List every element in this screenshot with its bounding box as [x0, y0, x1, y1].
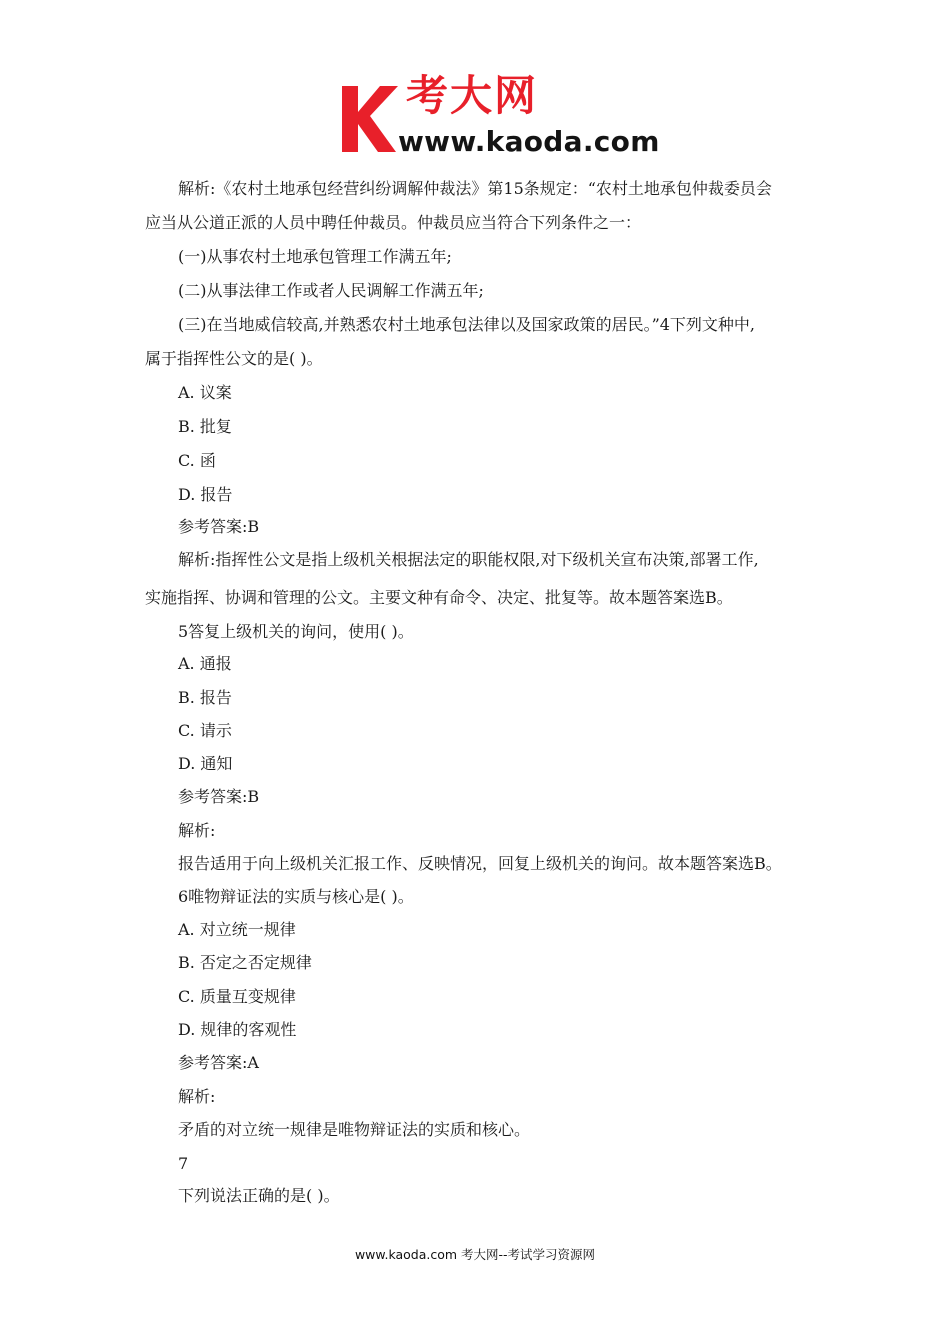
reference-answer: 参考答案:B [178, 787, 260, 806]
option-a: A. 通报 [178, 654, 232, 673]
text-line: (三)在当地威信较高,并熟悉农村土地承包法律以及国家政策的居民。”4下列文种中, [178, 315, 756, 334]
option-b: B. 批复 [178, 417, 232, 436]
kaoda-logo [340, 71, 660, 158]
logo-chinese-text: 考大网 [406, 71, 539, 120]
option-d: D. 规律的客观性 [178, 1020, 297, 1039]
option-d: D. 报告 [178, 485, 233, 504]
question-6: 6唯物辩证法的实质与核心是( )。 [178, 887, 414, 906]
explanation-label: 解析: [178, 821, 216, 840]
text-line: (一)从事农村土地承包管理工作满五年; [178, 247, 452, 266]
text-line: (二)从事法律工作或者人民调解工作满五年; [178, 281, 484, 300]
explanation-line: 报告适用于向上级机关汇报工作、反映情况，回复上级机关的询问。故本题答案选B。 [178, 854, 782, 873]
explanation-label: 解析: [178, 1087, 216, 1106]
explanation-line: 解析:指挥性公文是指上级机关根据法定的职能权限,对下级机关宣布决策,部署工作, [178, 550, 759, 569]
reference-answer: 参考答案:B [178, 517, 260, 536]
explanation-line: 实施指挥、协调和管理的公文。主要文种有命令、决定、批复等。故本题答案选B。 [145, 588, 733, 607]
page-footer: www.kaoda.com 考大网--考试学习资源网 [354, 1247, 596, 1262]
question-7: 下列说法正确的是( )。 [178, 1186, 340, 1205]
option-a: A. 议案 [178, 383, 232, 402]
option-c: C. 请示 [178, 721, 232, 740]
reference-answer: 参考答案:A [178, 1053, 259, 1072]
text-line: 应当从公道正派的人员中聘任仲裁员。仲裁员应当符合下列条件之一： [145, 213, 642, 232]
question-5: 5答复上级机关的询问，使用( )。 [178, 622, 414, 641]
explanation-line: 矛盾的对立统一规律是唯物辩证法的实质和核心。 [178, 1120, 531, 1139]
option-c: C. 质量互变规律 [178, 987, 296, 1006]
option-b: B. 否定之否定规律 [178, 953, 312, 972]
k-logo-icon [340, 78, 398, 154]
text-line: 解析:《农村土地承包经营纠纷调解仲裁法》第15条规定：“农村土地承包仲裁委员会 [178, 179, 772, 198]
text-line: 属于指挥性公文的是( )。 [145, 349, 323, 368]
option-c: C. 函 [178, 451, 216, 470]
option-b: B. 报告 [178, 688, 232, 707]
logo-url-text: www.kaoda.com [398, 125, 660, 158]
option-d: D. 通知 [178, 754, 233, 773]
question-number: 7 [178, 1154, 189, 1173]
option-a: A. 对立统一规律 [178, 920, 296, 939]
